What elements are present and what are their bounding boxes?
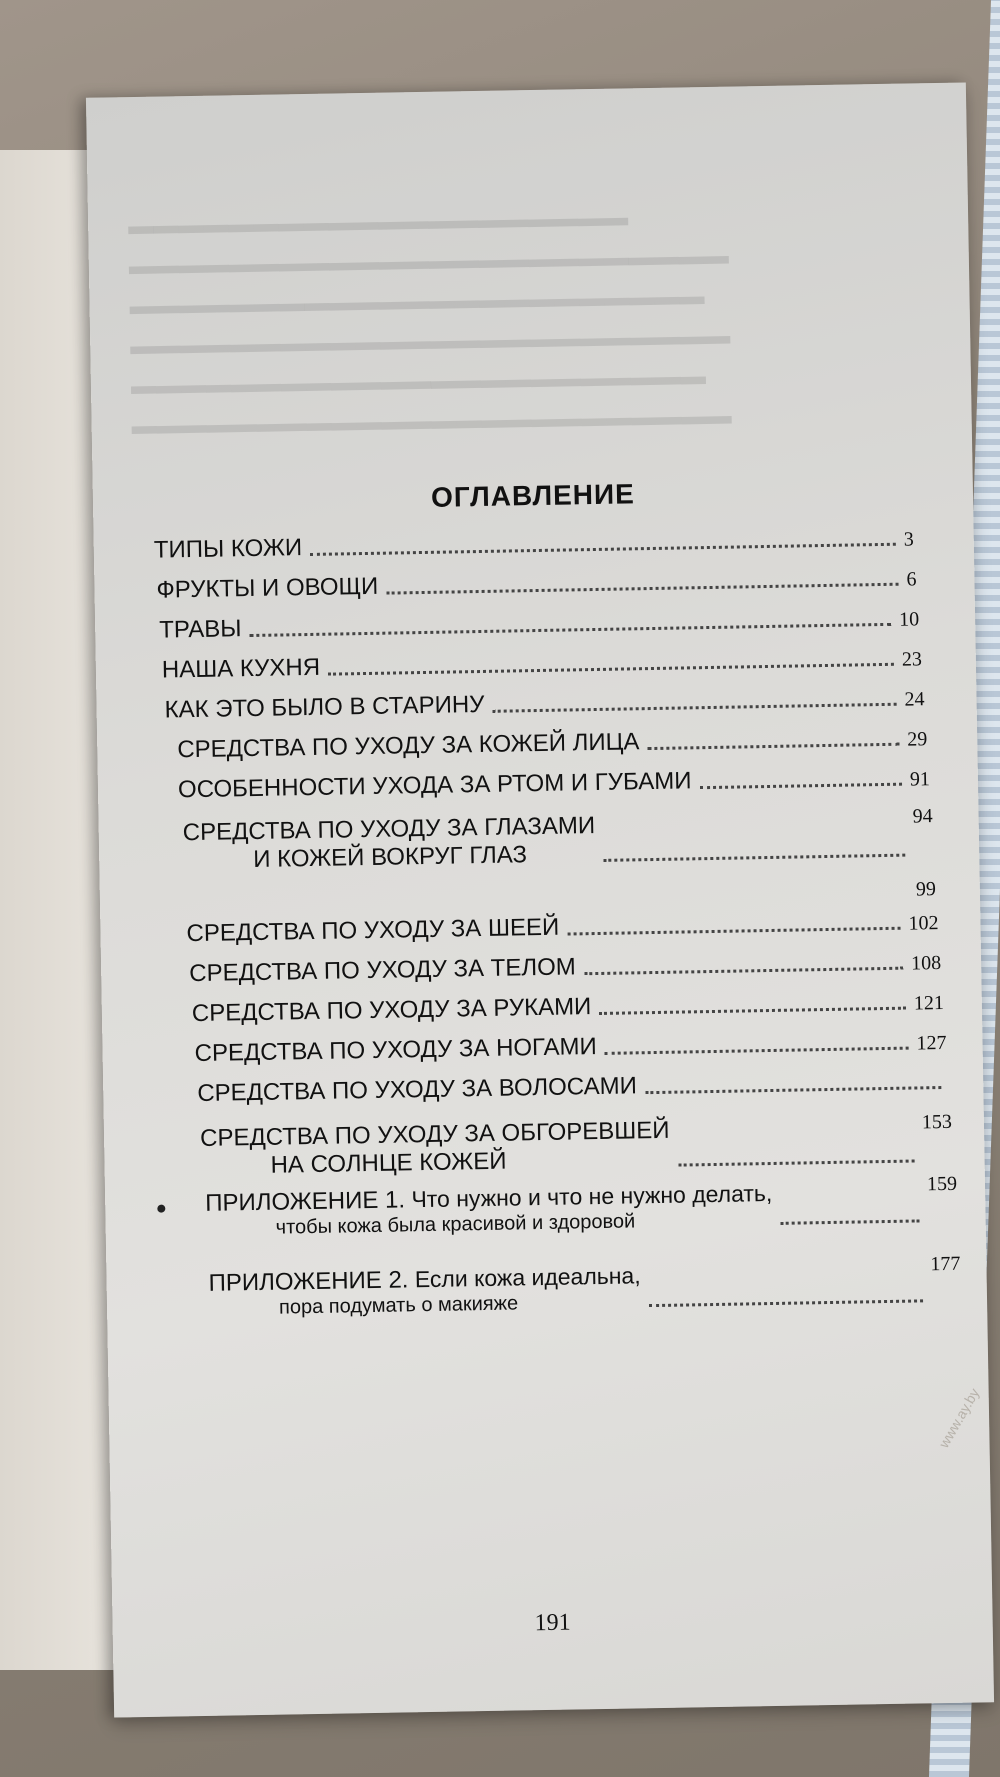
toc-entry-label: СРЕДСТВА ПО УХОДУ ЗА НОГАМИ	[194, 1033, 597, 1068]
appendix-title: Что нужно и что не нужно делать,	[411, 1179, 773, 1213]
toc-entry	[178, 763, 930, 804]
toc-entry-page: 108	[910, 952, 942, 975]
leader-dots	[648, 741, 900, 750]
toc-entry	[200, 1111, 953, 1181]
leader-dots	[604, 852, 906, 862]
leader-dots	[781, 1217, 920, 1224]
toc-entry	[183, 805, 934, 875]
leader-dots	[599, 1005, 906, 1015]
toc-entry-label: КАК ЭТО БЫЛО В СТАРИНУ	[164, 690, 485, 724]
book-page	[86, 82, 994, 1717]
toc-entry-label: ФРУКТЫ И ОВОЩИ	[156, 572, 379, 604]
toc-title: ОГЛАВЛЕНИЕ	[430, 478, 636, 513]
toc-entry-page: 6	[906, 568, 917, 591]
watermark: www.ay.by	[935, 1385, 983, 1451]
toc-entry-label: НАША КУХНЯ	[161, 653, 321, 684]
appendix-title-line2: пора подумать о макияже	[278, 1292, 519, 1319]
leader-dots	[310, 541, 896, 556]
toc-entry-label: СРЕДСТВА ПО УХОДУ ЗА КОЖЕЙ ЛИЦА	[177, 728, 640, 764]
leader-dots	[328, 661, 894, 676]
toc-entry-page: 94	[912, 805, 933, 828]
leader-dots	[645, 1084, 941, 1094]
toc-entry-label: СРЕДСТВА ПО УХОДУ ЗА ВОЛОСАМИ	[197, 1072, 638, 1108]
toc-entry	[177, 723, 927, 764]
toc-entry	[164, 683, 924, 724]
toc-appendix	[208, 1253, 961, 1321]
table-of-contents	[86, 82, 994, 1717]
toc-entry-label-line2: И КОЖЕЙ ВОКРУГ ГЛАЗ	[253, 841, 528, 873]
toc-entry	[154, 523, 914, 564]
toc-entry-page: 91	[909, 768, 931, 791]
appendix-title: Если кожа идеальна,	[414, 1262, 641, 1293]
toc-entry-page: 10	[898, 608, 920, 631]
leader-dots	[605, 1045, 909, 1055]
toc-entry	[186, 907, 938, 948]
toc-entry-label: ТИПЫ КОЖИ	[153, 534, 303, 564]
toc-entry-page: 3	[903, 528, 914, 551]
toc-entry-label: ОСОБЕННОСТИ УХОДА ЗА РТОМ И ГУБАМИ	[177, 767, 692, 804]
toc-entry	[162, 643, 922, 684]
leader-dots	[700, 781, 903, 790]
toc-entry-page: 24	[904, 688, 925, 711]
appendix-title-line2: чтобы кожа была красивой и здоровой	[275, 1210, 636, 1239]
page-number: 191	[534, 1609, 571, 1637]
toc-entry-page: 102	[908, 912, 939, 935]
toc-entry	[197, 1067, 949, 1108]
leader-dots	[492, 701, 896, 713]
leader-dots	[386, 581, 898, 595]
toc-entry-label: СРЕДСТВА ПО УХОДУ ЗА РУКАМИ	[191, 993, 592, 1028]
bullet-mark	[157, 1205, 165, 1213]
leader-dots	[678, 1158, 915, 1167]
toc-entry-page: 153	[921, 1110, 953, 1134]
toc-entry-label: СРЕДСТВА ПО УХОДУ ЗА ОБГОРЕВШЕЙ	[199, 1116, 670, 1152]
toc-entry-page: 29	[907, 728, 928, 751]
toc-entry-label: ТРАВЫ	[158, 615, 242, 644]
leader-dots	[567, 925, 900, 936]
toc-appendix	[205, 1173, 958, 1241]
toc-entry-page: 159	[926, 1172, 958, 1196]
toc-entry-page: 177	[930, 1252, 961, 1276]
toc-entry-page: 127	[916, 1031, 947, 1055]
toc-entry-label: СРЕДСТВА ПО УХОДУ ЗА ГЛАЗАМИ	[182, 812, 596, 847]
toc-entry	[194, 1027, 946, 1068]
toc-entry-label: СРЕДСТВА ПО УХОДУ ЗА ТЕЛОМ	[188, 953, 576, 988]
toc-entry-page: 99	[915, 878, 937, 901]
bleed-through-texture: ▬▬▬▬▬▬▬▬▬▬▬▬▬▬▬▬▬▬▬▬ ▬▬▬▬▬▬▬▬▬▬▬▬▬▬▬▬▬▬▬▬▬▬▬▬ ▬▬▬▬▬▬▬▬▬▬▬▬▬▬▬▬▬▬▬▬▬▬▬ ▬▬▬▬▬▬▬▬▬▬▬▬▬▬▬▬▬▬▬▬▬▬▬▬ ▬▬▬▬▬▬▬▬▬▬▬▬▬▬▬▬▬▬▬▬▬▬▬ ▬▬▬▬▬▬▬▬▬▬▬▬▬▬▬▬▬▬▬▬▬▬▬▬	[127, 204, 732, 441]
leader-dots	[250, 621, 892, 637]
toc-entry-page: 23	[901, 648, 923, 671]
toc-entry	[159, 603, 919, 644]
toc-entry	[192, 987, 944, 1028]
appendix-label: ПРИЛОЖЕНИЕ 2.	[208, 1266, 409, 1297]
leader-dots	[584, 965, 903, 976]
toc-entry	[189, 947, 941, 988]
toc-entry-label: СРЕДСТВА ПО УХОДУ ЗА ШЕЕЙ	[186, 913, 560, 948]
toc-entry-label-line2: НА СОЛНЦЕ КОЖЕЙ	[270, 1147, 507, 1179]
leader-dots	[649, 1297, 923, 1307]
toc-entry	[156, 563, 916, 604]
toc-entry-page: 121	[913, 991, 945, 1015]
appendix-label: ПРИЛОЖЕНИЕ 1.	[205, 1186, 406, 1217]
